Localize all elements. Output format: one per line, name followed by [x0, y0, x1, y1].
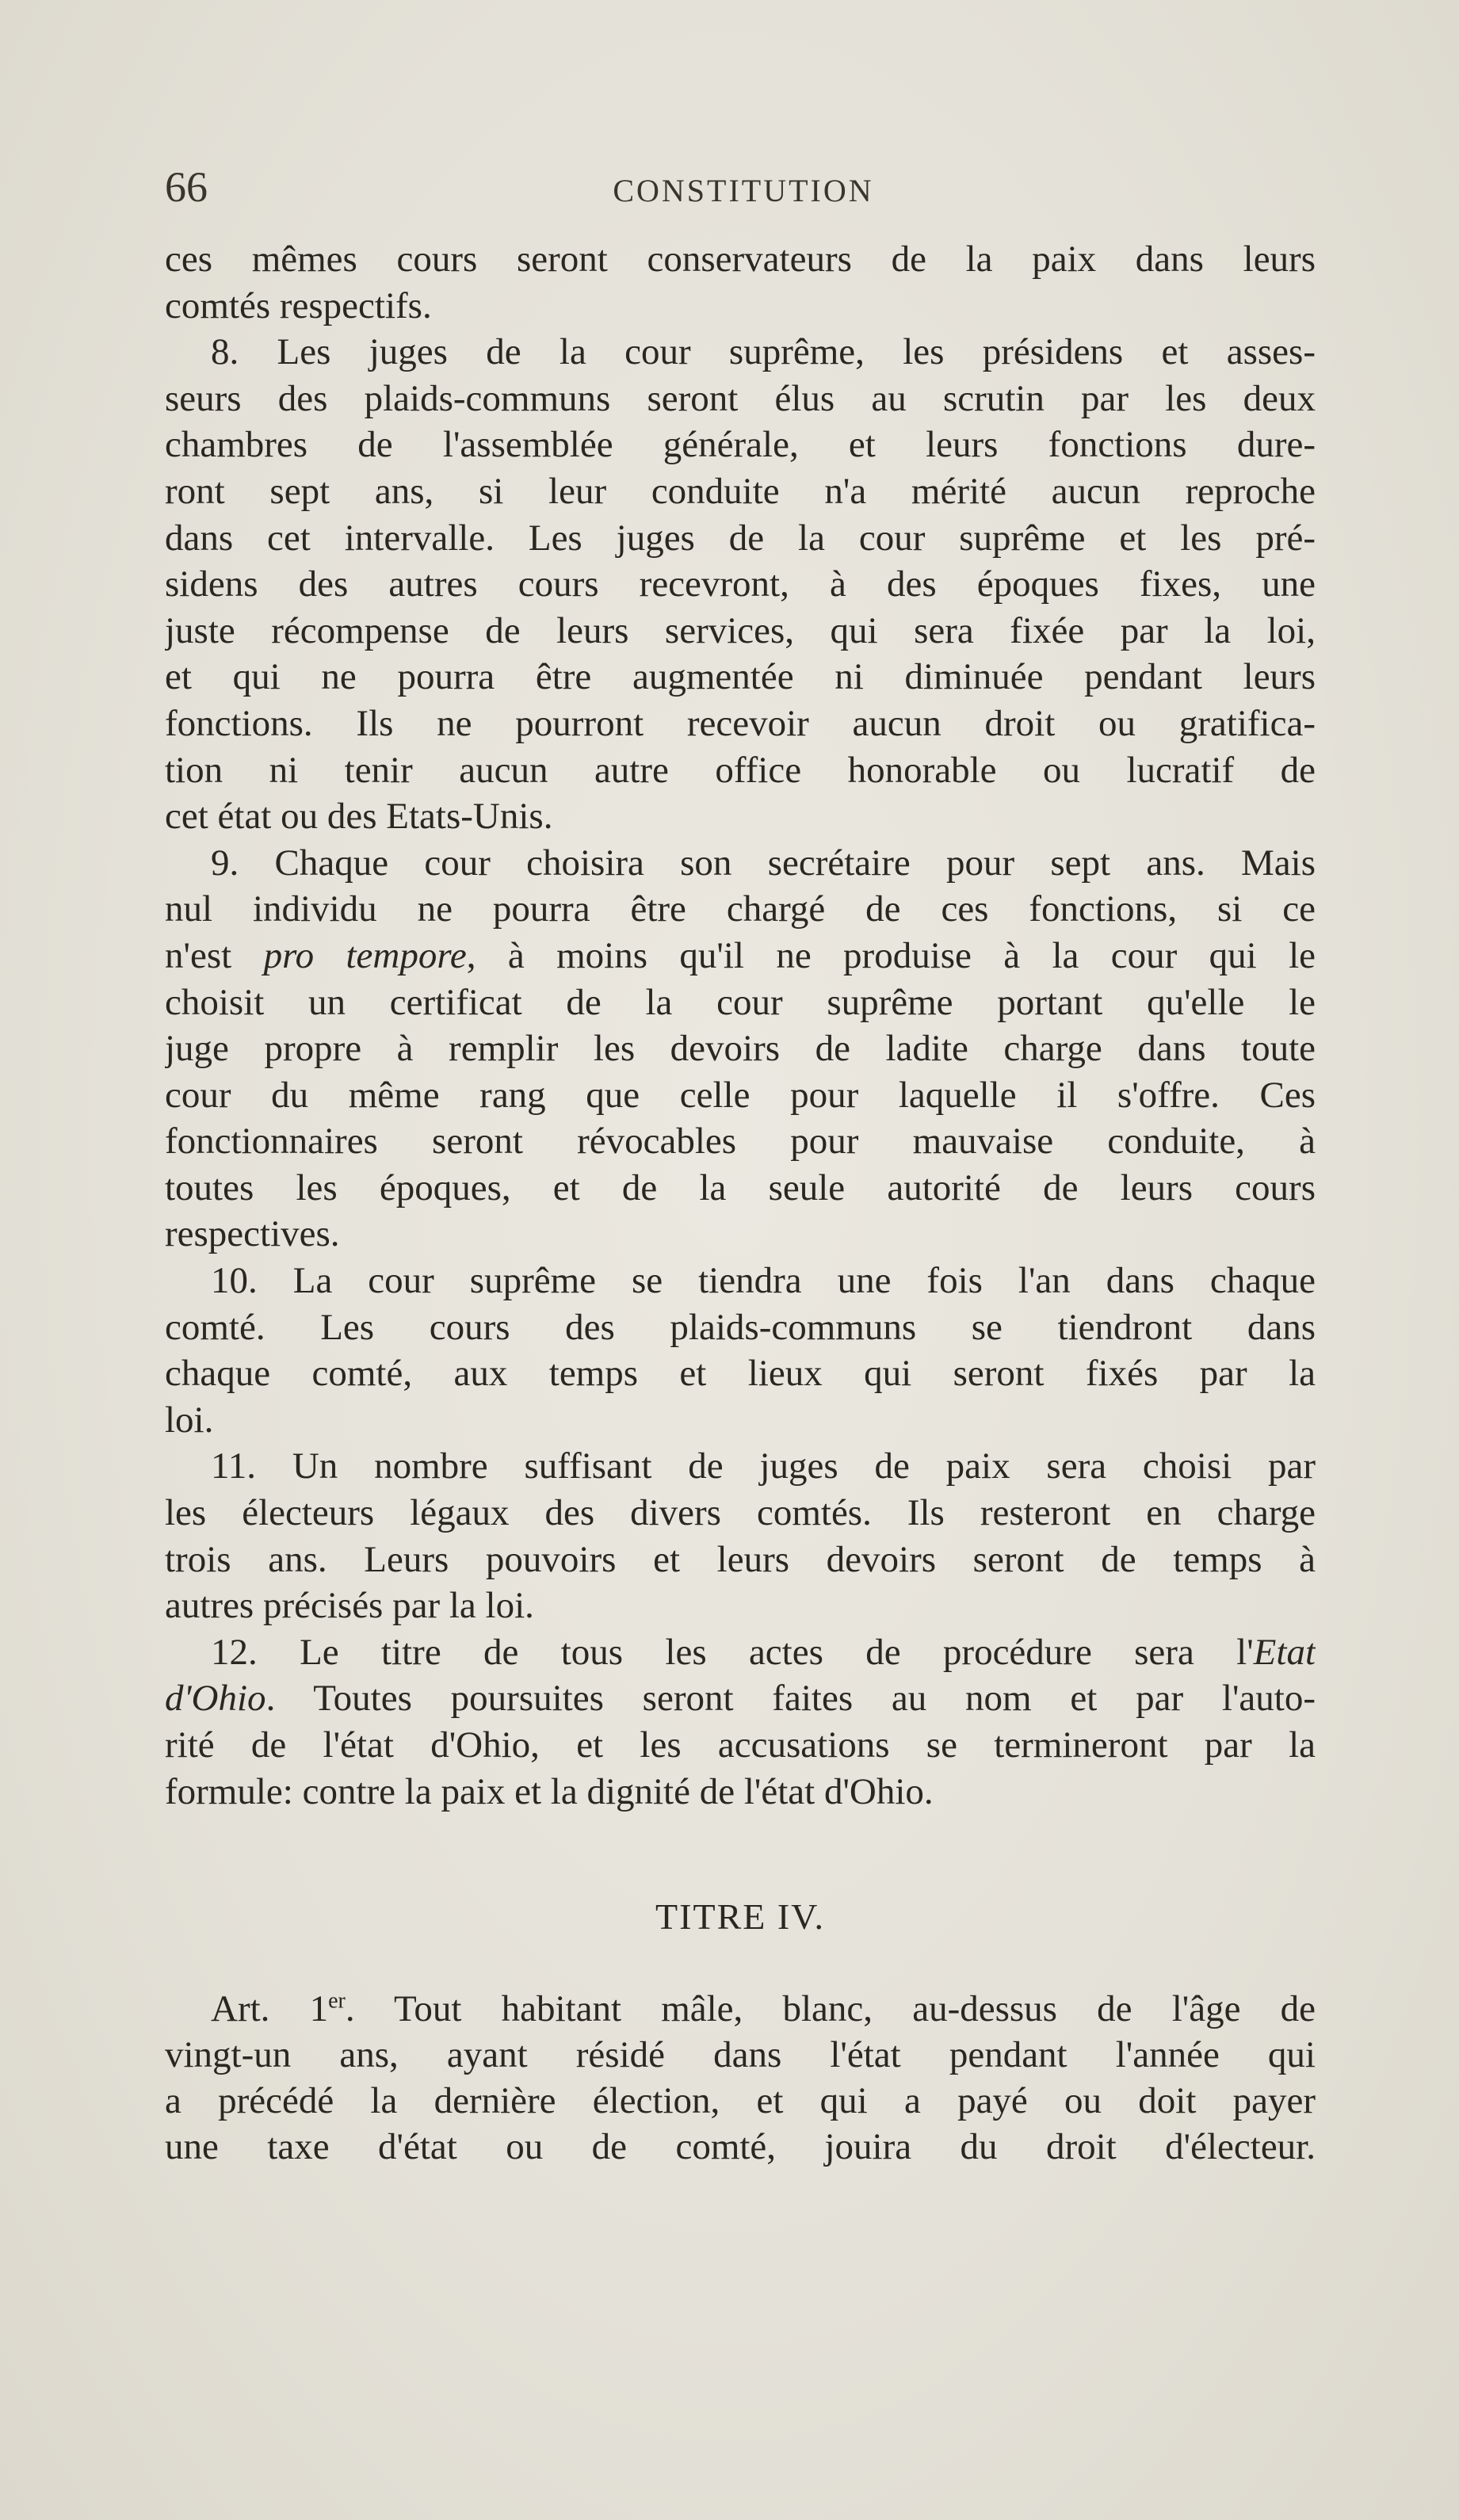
text-line: trois ans. Leurs pouvoirs et leurs devoirs seront de temps à	[165, 1538, 1316, 1580]
text-line: toutes les époques, et de la seule autorité de leurs cours	[165, 1166, 1316, 1208]
text-line: et qui ne pourra être augmentée ni diminuée pendant leurs	[165, 656, 1316, 698]
text-line: vingt-un ans, ayant résidé dans l'état pendant l'année qui	[165, 2034, 1316, 2075]
text-line: chaque comté, aux temps et lieux qui seront fixés par la	[165, 1353, 1316, 1395]
ordinal-suffix: er	[328, 1988, 346, 2014]
italic-ohio: d'Ohio	[165, 1678, 266, 1720]
text-line: cet état ou des Etats-Unis.	[165, 796, 553, 838]
text-line: sidens des autres cours recevront, à des époques fixes, une	[165, 563, 1316, 605]
text-line: ces mêmes cours seront conservateurs de la paix dans leurs	[165, 239, 1316, 280]
text-line: autres précisés par la loi.	[165, 1585, 534, 1627]
text-fragment: . Tout habitant mâle, blanc, au-dessus de l'âge de	[345, 1988, 1316, 2029]
text-line	[165, 1986, 1316, 2032]
text-line: 10. La cour suprême se tiendra une fois l'an dans chaque	[211, 1260, 1316, 1302]
running-title: CONSTITUTION	[613, 173, 874, 208]
text-line: juge propre à remplir les devoirs de ladite charge dans toute	[165, 1028, 1316, 1070]
text-fragment: 12. Le titre de tous les actes de procédure sera l'	[211, 1631, 1254, 1673]
text-line: loi.	[165, 1399, 214, 1441]
text-line: dans cet intervalle. Les juges de la cour suprême et les pré-	[165, 517, 1316, 559]
text-line	[165, 1629, 1316, 1676]
text-line: choisit un certificat de la cour suprême portant qu'elle le	[165, 981, 1316, 1023]
text-line: 11. Un nombre suffisant de juges de paix sera choisi par	[211, 1445, 1316, 1487]
text-line	[165, 933, 1316, 979]
text-line: comté. Les cours des plaids-communs se tiendront dans	[165, 1306, 1316, 1348]
text-line: ront sept ans, si leur conduite n'a mérité aucun reproche	[165, 470, 1316, 512]
text-fragment: , à moins qu'il ne produise à la cour qui le	[466, 934, 1316, 976]
text-line: respectives.	[165, 1213, 340, 1255]
section-heading: TITRE IV.	[655, 1896, 825, 1937]
text-line: 9. Chaque cour choisira son secrétaire pour sept ans. Mais	[211, 842, 1316, 884]
article-prefix: Art. 1	[211, 1988, 329, 2029]
text-line: juste récompense de leurs services, qui sera fixée par la loi,	[165, 609, 1316, 651]
running-head	[165, 162, 1322, 218]
text-line: une taxe d'état ou de comté, jouira du droit d'électeur.	[165, 2126, 1316, 2167]
text-line: formule: contre la paix et la dignité de l'état d'Ohio.	[165, 1770, 934, 1812]
text-line: fonctions. Ils ne pourront recevoir aucun droit ou gratifica-	[165, 702, 1316, 744]
text-line: seurs des plaids-communs seront élus au scrutin par les deux	[165, 377, 1316, 419]
text-fragment: n'est	[165, 934, 232, 976]
body-text	[165, 236, 1316, 1815]
text-line: comtés respectifs.	[165, 284, 432, 326]
text-line: fonctionnaires seront révocables pour mauvaise conduite, à	[165, 1121, 1316, 1163]
text-line: nul individu ne pourra être chargé de ces fonctions, si ce	[165, 888, 1316, 930]
text-line: 8. Les juges de la cour suprême, les présidens et asses-	[211, 331, 1316, 373]
text-fragment: . Toutes poursuites seront faites au nom et par l'auto-	[265, 1678, 1316, 1720]
italic-etat: Etat	[1253, 1631, 1316, 1673]
text-line: cour du même rang que celle pour laquelle il s'offre. Ces	[165, 1074, 1316, 1116]
text-line: a précédé la dernière élection, et qui a payé ou doit payer	[165, 2080, 1316, 2121]
text-line: tion ni tenir aucun autre office honorable ou lucratif de	[165, 749, 1316, 791]
article-text	[165, 1986, 1316, 2170]
text-line: chambres de l'assemblée générale, et leurs fonctions dure-	[165, 424, 1316, 466]
text-line: les électeurs légaux des divers comtés. Ils resteront en charge	[165, 1492, 1316, 1534]
italic-latin: pro tempore	[263, 934, 467, 976]
text-line	[165, 1675, 1316, 1722]
text-line: rité de l'état d'Ohio, et les accusations se termineront par la	[165, 1724, 1316, 1766]
page-number: 66	[165, 163, 208, 211]
